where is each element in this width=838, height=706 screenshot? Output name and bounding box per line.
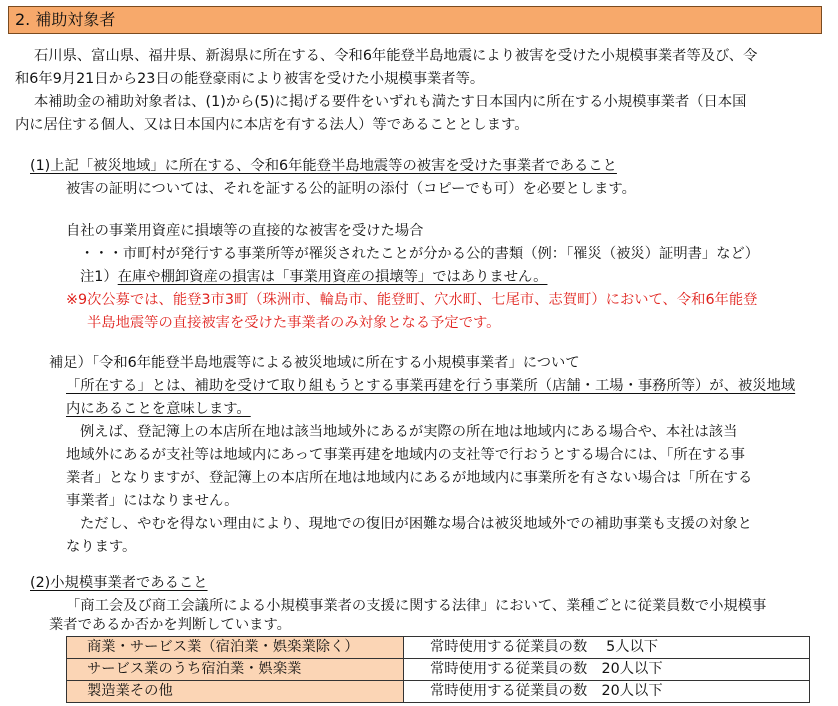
red-notice-line: ※9次公募では、能登3市3町（珠洲市、輪島市、能登町、穴水町、七尾市、志賀町）において、令和6年能登	[66, 292, 758, 308]
intro-line: 内に居住する個人、又は日本国内に本店を有する法人）等であることとします。	[15, 117, 529, 133]
requirement-1-text: 自社の事業用資産に損壊等の直接的な被害を受けた場合	[66, 223, 424, 239]
table-category-cell: サービス業のうち宿泊業・娯楽業	[67, 659, 404, 681]
supplement-exception-line: なります。	[66, 539, 137, 555]
supplement-exception-line: ただし、やむを得ない理由により、現地での復旧が困難な場合は被災地域外での補助事業も支援の対象と	[80, 516, 752, 532]
supplement-example-line: 例えば、登記簿上の本店所在地は該当地域外にあるが実際の所在地は地域内にある場合や、本社は該当	[80, 424, 738, 440]
requirement-2-text: 業者であるか否かを判断しています。	[49, 617, 291, 633]
intro-line: 和6年9月21日から23日の能登豪雨により被害を受けた小規模事業者等。	[15, 71, 485, 87]
intro-line: 本補助金の補助対象者は、(1)から(5)に掲げる要件をいずれも満たす日本国内に所在する小規模事業者（日本国	[34, 94, 747, 110]
table-category-cell: 商業・サービス業（宿泊業・娯楽業除く）	[67, 637, 404, 659]
supplement-example-line: 事業者」にはなりません。	[66, 493, 239, 509]
note-1-text: 在庫や棚卸資産の損害は「事業用資産の損壊等」ではありません。	[117, 269, 548, 285]
requirement-2-text: 「商工会及び商工会議所による小規模事業者の支援に関する法律」において、業種ごとに従業員数で小規模事	[66, 598, 767, 614]
section-header	[8, 6, 822, 34]
table-criteria-cell: 常時使用する従業員の数 5人以下	[404, 637, 810, 659]
section-title: 2. 補助対象者	[15, 10, 116, 29]
supplement-heading: 補足）「令和6年能登半島地震等による被災地域に所在する小規模事業者」について	[49, 355, 580, 371]
supplement-definition-line: 「所在する」とは、補助を受けて取り組もうとする事業再建を行う事業所（店舗・工場・事務所等）が、被災地域	[66, 378, 796, 394]
red-notice-line: 半島地震等の直接被害を受けた事業者のみ対象となる予定です。	[87, 315, 501, 331]
table-row	[67, 681, 810, 703]
note-1-prefix: 注1）	[80, 269, 118, 285]
supplement-example-line: 地域外にあるが支社等は地域内にあって事業再建を地域内の支社等で行おうとする場合には、「所在する事	[66, 447, 745, 463]
intro-line: 石川県、富山県、福井県、新潟県に所在する、令和6年能登半島地震により被害を受けた小規模事業者等及び、令	[34, 48, 758, 64]
table-row	[67, 637, 810, 659]
supplement-definition-line: 内にあることを意味します。	[66, 401, 251, 417]
requirement-1-heading: (1)上記「被災地域」に所在する、令和6年能登半島地震等の被害を受けた事業者であること	[30, 158, 617, 174]
table-criteria-cell: 常時使用する従業員の数 20人以下	[404, 659, 810, 681]
requirement-1-text: ・・・市町村が発行する事業所等が罹災されたことが分かる公的書類（例：「罹災（被災）証明書」など）	[80, 246, 760, 262]
note-1	[80, 266, 547, 288]
requirement-1-text: 被害の証明については、それを証する公的証明の添付（コピーでも可）を必要とします。	[66, 181, 636, 197]
table-category-cell: 製造業その他	[67, 681, 404, 703]
supplement-example-line: 業者」となりますが、登記簿上の本店所在地は地域内にあるが地域内に事業所を有さない場合は「所在する	[66, 470, 753, 486]
employee-criteria-table	[66, 636, 810, 703]
requirement-2-heading: (2)小規模事業者であること	[30, 575, 208, 591]
table-row	[67, 659, 810, 681]
table-criteria-cell: 常時使用する従業員の数 20人以下	[404, 681, 810, 703]
